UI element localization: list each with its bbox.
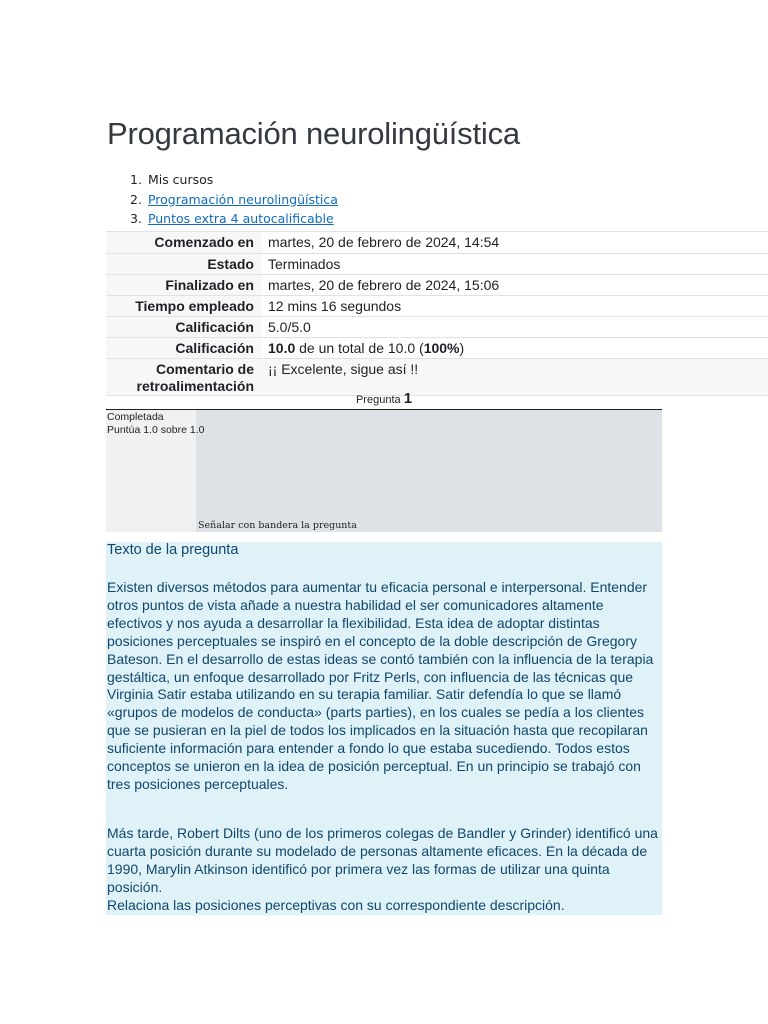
question-prefix: Pregunta — [355, 394, 401, 406]
summary-label: Calificación — [106, 317, 262, 338]
question-paragraph: Más tarde, Robert Dilts (uno de los primeros colegas de Bandler y Grinder) identificó una cuarta posición durante su modelado de personas altamente eficaces. En la década de 1990, Marylin Atkinson identificó por primera vez las formas de utilizar una quinta posición. — [107, 825, 658, 895]
summary-value: ¡¡ Excelente, sigue así !! — [262, 359, 768, 396]
breadcrumb-link-course[interactable]: Programación neurolingüística — [147, 191, 338, 207]
summary-row-finished — [106, 275, 768, 296]
question-state: Completada — [107, 411, 164, 423]
summary-row-grade — [106, 338, 768, 359]
breadcrumb — [108, 170, 338, 229]
question-state-block — [107, 411, 205, 437]
summary-label: Estado — [106, 254, 262, 275]
question-text-heading: Texto de la pregunta — [107, 542, 239, 558]
summary-row-time-taken — [106, 296, 768, 317]
attempt-summary-table — [106, 231, 768, 396]
summary-value — [262, 338, 768, 359]
summary-label: Comenzado en — [106, 232, 262, 254]
question-paragraph: Existen diversos métodos para aumentar tu eficacia personal e interpersonal. Entender otros puntos de vista añade a nuestra habilidad el ser comunicadores altamente efectivos y nos ayuda a desarrollar la flexibilidad. Esta idea de adoptar distintas posiciones perceptuales se inspiró en el concepto de la doble descripción de Gregory Bateson. En el desarrollo de estas ideas se contó también con la influencia de la terapia gestáltica, un enfoque desarrollado por Fritz Perls, con influencia de las técnicas que Virginia Satir estaba utilizando en su terapia familiar. Satir defendía lo que se llamó «grupos de modelos de conducta» (parts parties), en los cuales se pedía a los clientes que se pusieran en la piel de todos los implicados en la situación hasta que recopilaran suficiente información para entender a fondo lo que estaba sucediendo. Todos estos conceptos se unieron en la idea de posición perceptual. En un principio se trabajó con tres posiciones perceptuales. — [107, 579, 654, 792]
question-content — [106, 542, 662, 915]
question-number: 1 — [403, 390, 413, 407]
question-header — [106, 389, 662, 410]
summary-value: martes, 20 de febrero de 2024, 14:54 — [262, 232, 768, 254]
summary-row-marks — [106, 317, 768, 338]
breadcrumb-link-my-courses[interactable]: Mis cursos — [147, 172, 214, 187]
breadcrumb-item-quiz — [108, 209, 338, 229]
grade-percent: 100% — [423, 340, 460, 356]
breadcrumb-link-quiz[interactable]: Puntos extra 4 autocalificable — [147, 211, 334, 226]
breadcrumb-number: 3. — [130, 211, 142, 226]
summary-value: 5.0/5.0 — [262, 317, 768, 338]
breadcrumb-item-my-courses — [108, 170, 338, 190]
summary-row-started — [106, 232, 768, 254]
question-instruction: Relaciona las posiciones perceptivas con su correspondiente descripción. — [107, 897, 565, 913]
page-title: Programación neurolingüística — [107, 116, 520, 151]
breadcrumb-number: 2. — [130, 191, 142, 207]
question-grade: Puntúa 1.0 sobre 1.0 — [107, 424, 205, 436]
summary-row-state — [106, 254, 768, 275]
grade-close: ) — [459, 340, 465, 356]
breadcrumb-item-course — [108, 190, 338, 210]
grade-text: de un total de 10.0 ( — [295, 340, 424, 356]
summary-label: Comentario de retroalimentación — [106, 359, 262, 396]
summary-label: Calificación — [106, 338, 262, 359]
summary-label: Tiempo empleado — [106, 296, 262, 317]
summary-label: Finalizado en — [106, 275, 262, 296]
summary-value: 12 mins 16 segundos — [262, 296, 768, 317]
grade-score: 10.0 — [268, 340, 296, 356]
question-info-panel — [106, 410, 662, 532]
summary-value: Terminados — [262, 254, 768, 275]
summary-value: martes, 20 de febrero de 2024, 15:06 — [262, 275, 768, 296]
breadcrumb-number: 1. — [130, 172, 142, 187]
flag-question-link[interactable]: Señalar con bandera la pregunta — [198, 520, 357, 531]
